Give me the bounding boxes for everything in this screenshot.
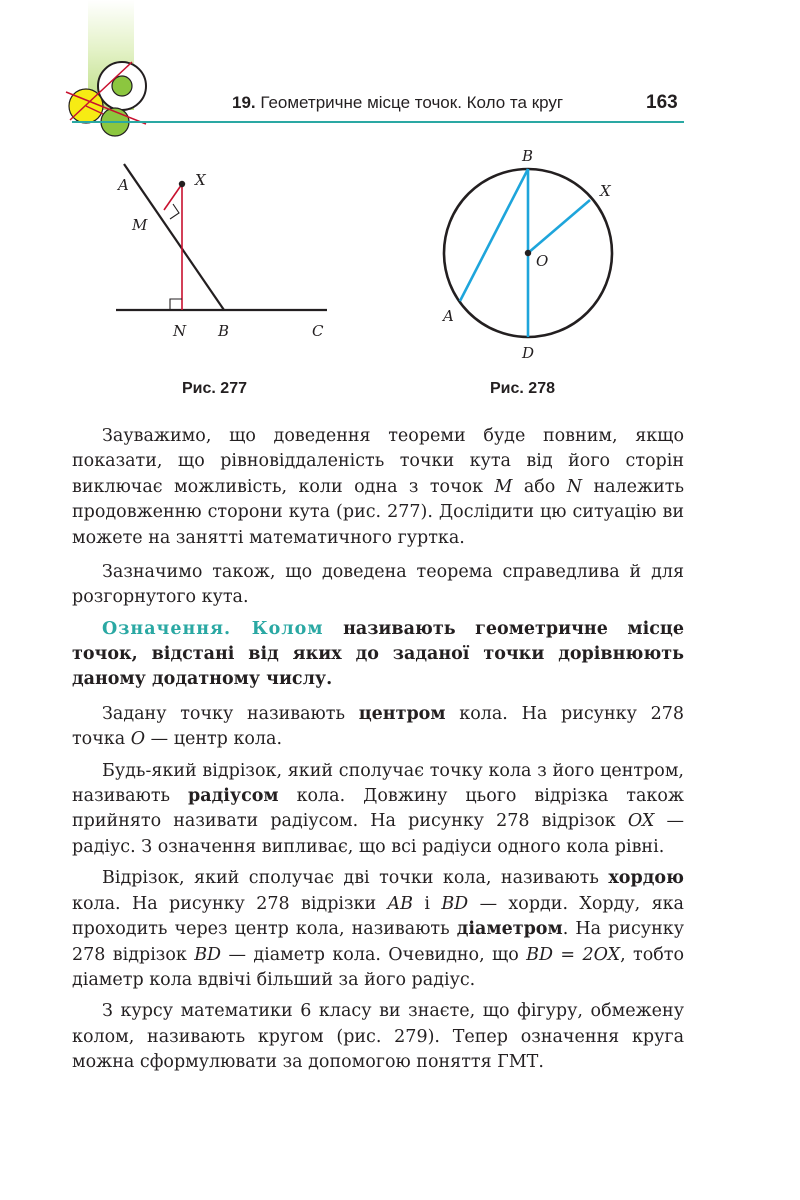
figure-278 (430, 140, 630, 370)
text-run: належить продовженню сторони кута (рис. 277). Дослідити цю ситуацію ви можете на занятті математичного гуртка. (72, 476, 685, 548)
label-x: X (195, 171, 206, 189)
right-angle-mark-m (170, 204, 179, 219)
text-run: — центр кола. (145, 729, 283, 750)
label-b: B (522, 147, 534, 165)
figure-277 (100, 150, 350, 360)
paragraph-disk: З курсу математики 6 класу ви знаєте, що фігуру, обмежену колом, називають кругом (рис. 279). Тепер означення круга можна сформулювати за допомогою поняття ГМТ. (72, 1001, 684, 1073)
var-ab: AB (387, 893, 413, 914)
paragraph-chord (72, 866, 684, 993)
caption-fig-278: Рис. 278 (490, 380, 555, 397)
text-run: і (413, 893, 442, 914)
definition-term: Означення. Колом (102, 618, 324, 639)
deco-inner-green-circle (112, 76, 132, 96)
right-angle-mark-n (170, 299, 182, 310)
var-ox: OX (627, 811, 655, 832)
header-rule (72, 121, 684, 123)
definition-body: називають геометричне місце точок, відстані від яких до заданої точки дорівнюють даному додатному числу. (72, 618, 684, 689)
text-run: , тобто діаметр кола вдвічі більший за його радіус. (72, 944, 684, 990)
text-run: . На рисунку 278 відрізок (72, 919, 684, 965)
body-text (72, 424, 684, 1082)
text-run: Задану точку називають (102, 703, 359, 724)
term-chord: хордою (608, 868, 684, 889)
side-line-ab (124, 164, 224, 310)
text-run: або (512, 476, 567, 497)
chord-ab (460, 169, 528, 301)
text-run: Зауважимо, що доведення теореми буде повним, якщо показати, що рівновіддаленість точки кута від його сторін виключає можливість, коли одна з точок (72, 426, 684, 497)
text-run: — хорди. Хорду, яка проходить через центр кола, називають (72, 893, 684, 940)
label-c: C (312, 322, 324, 340)
point-x (179, 181, 185, 187)
text-run: кола. На рисунку 278 точка (72, 703, 684, 750)
definition-circle (72, 617, 684, 692)
term-radius: радіусом (188, 786, 279, 807)
perpendicular-xm (164, 184, 182, 210)
section-number: 19. (232, 93, 256, 112)
var-n: N (566, 476, 583, 497)
text-run: — радіус. З означення випливає, що всі радіуси одного кола рівні. (72, 811, 684, 857)
formula-bd-2ox: BD = 2OX (526, 944, 621, 965)
var-bd: BD (194, 944, 222, 965)
text-run: Будь-який відрізок, який сполучає точку кола з його центром, називають (72, 760, 684, 807)
center-o (525, 250, 531, 256)
label-a: A (118, 176, 129, 194)
paragraph-center (72, 702, 684, 753)
radius-ox (528, 200, 590, 253)
text-run: — діаметр кола. Очевидно, що (221, 944, 527, 965)
decorative-circles-emblem (62, 58, 152, 140)
caption-fig-277: Рис. 277 (182, 380, 247, 397)
var-bd: BD (441, 893, 469, 914)
paragraph-remark (72, 424, 684, 551)
label-b: B (218, 322, 230, 340)
label-a: A (443, 307, 454, 325)
var-o: O (130, 729, 146, 750)
paragraph-note: Зазначимо також, що доведена теорема справедлива й для розгорнутого кута. (72, 562, 684, 608)
label-x: X (600, 182, 611, 200)
label-n: N (173, 322, 187, 340)
label-o: O (536, 252, 549, 270)
label-m: M (132, 216, 148, 234)
term-diameter: діаметром (456, 919, 563, 940)
var-m: M (494, 476, 513, 497)
running-head (232, 93, 563, 113)
section-title: Геометричне місце точок. Коло та круг (260, 93, 564, 112)
paragraph-radius (72, 759, 684, 861)
text-run: кола. Довжину цього відрізка також прийнято називати радіусом. На рисунку 278 відрізок (72, 786, 684, 832)
label-d: D (522, 344, 535, 362)
term-center: центром (358, 703, 446, 724)
text-run: кола. На рисунку 278 відрізки (72, 893, 388, 914)
text-run: Відрізок, який сполучає дві точки кола, називають (102, 868, 609, 889)
page-number: 163 (646, 92, 678, 113)
